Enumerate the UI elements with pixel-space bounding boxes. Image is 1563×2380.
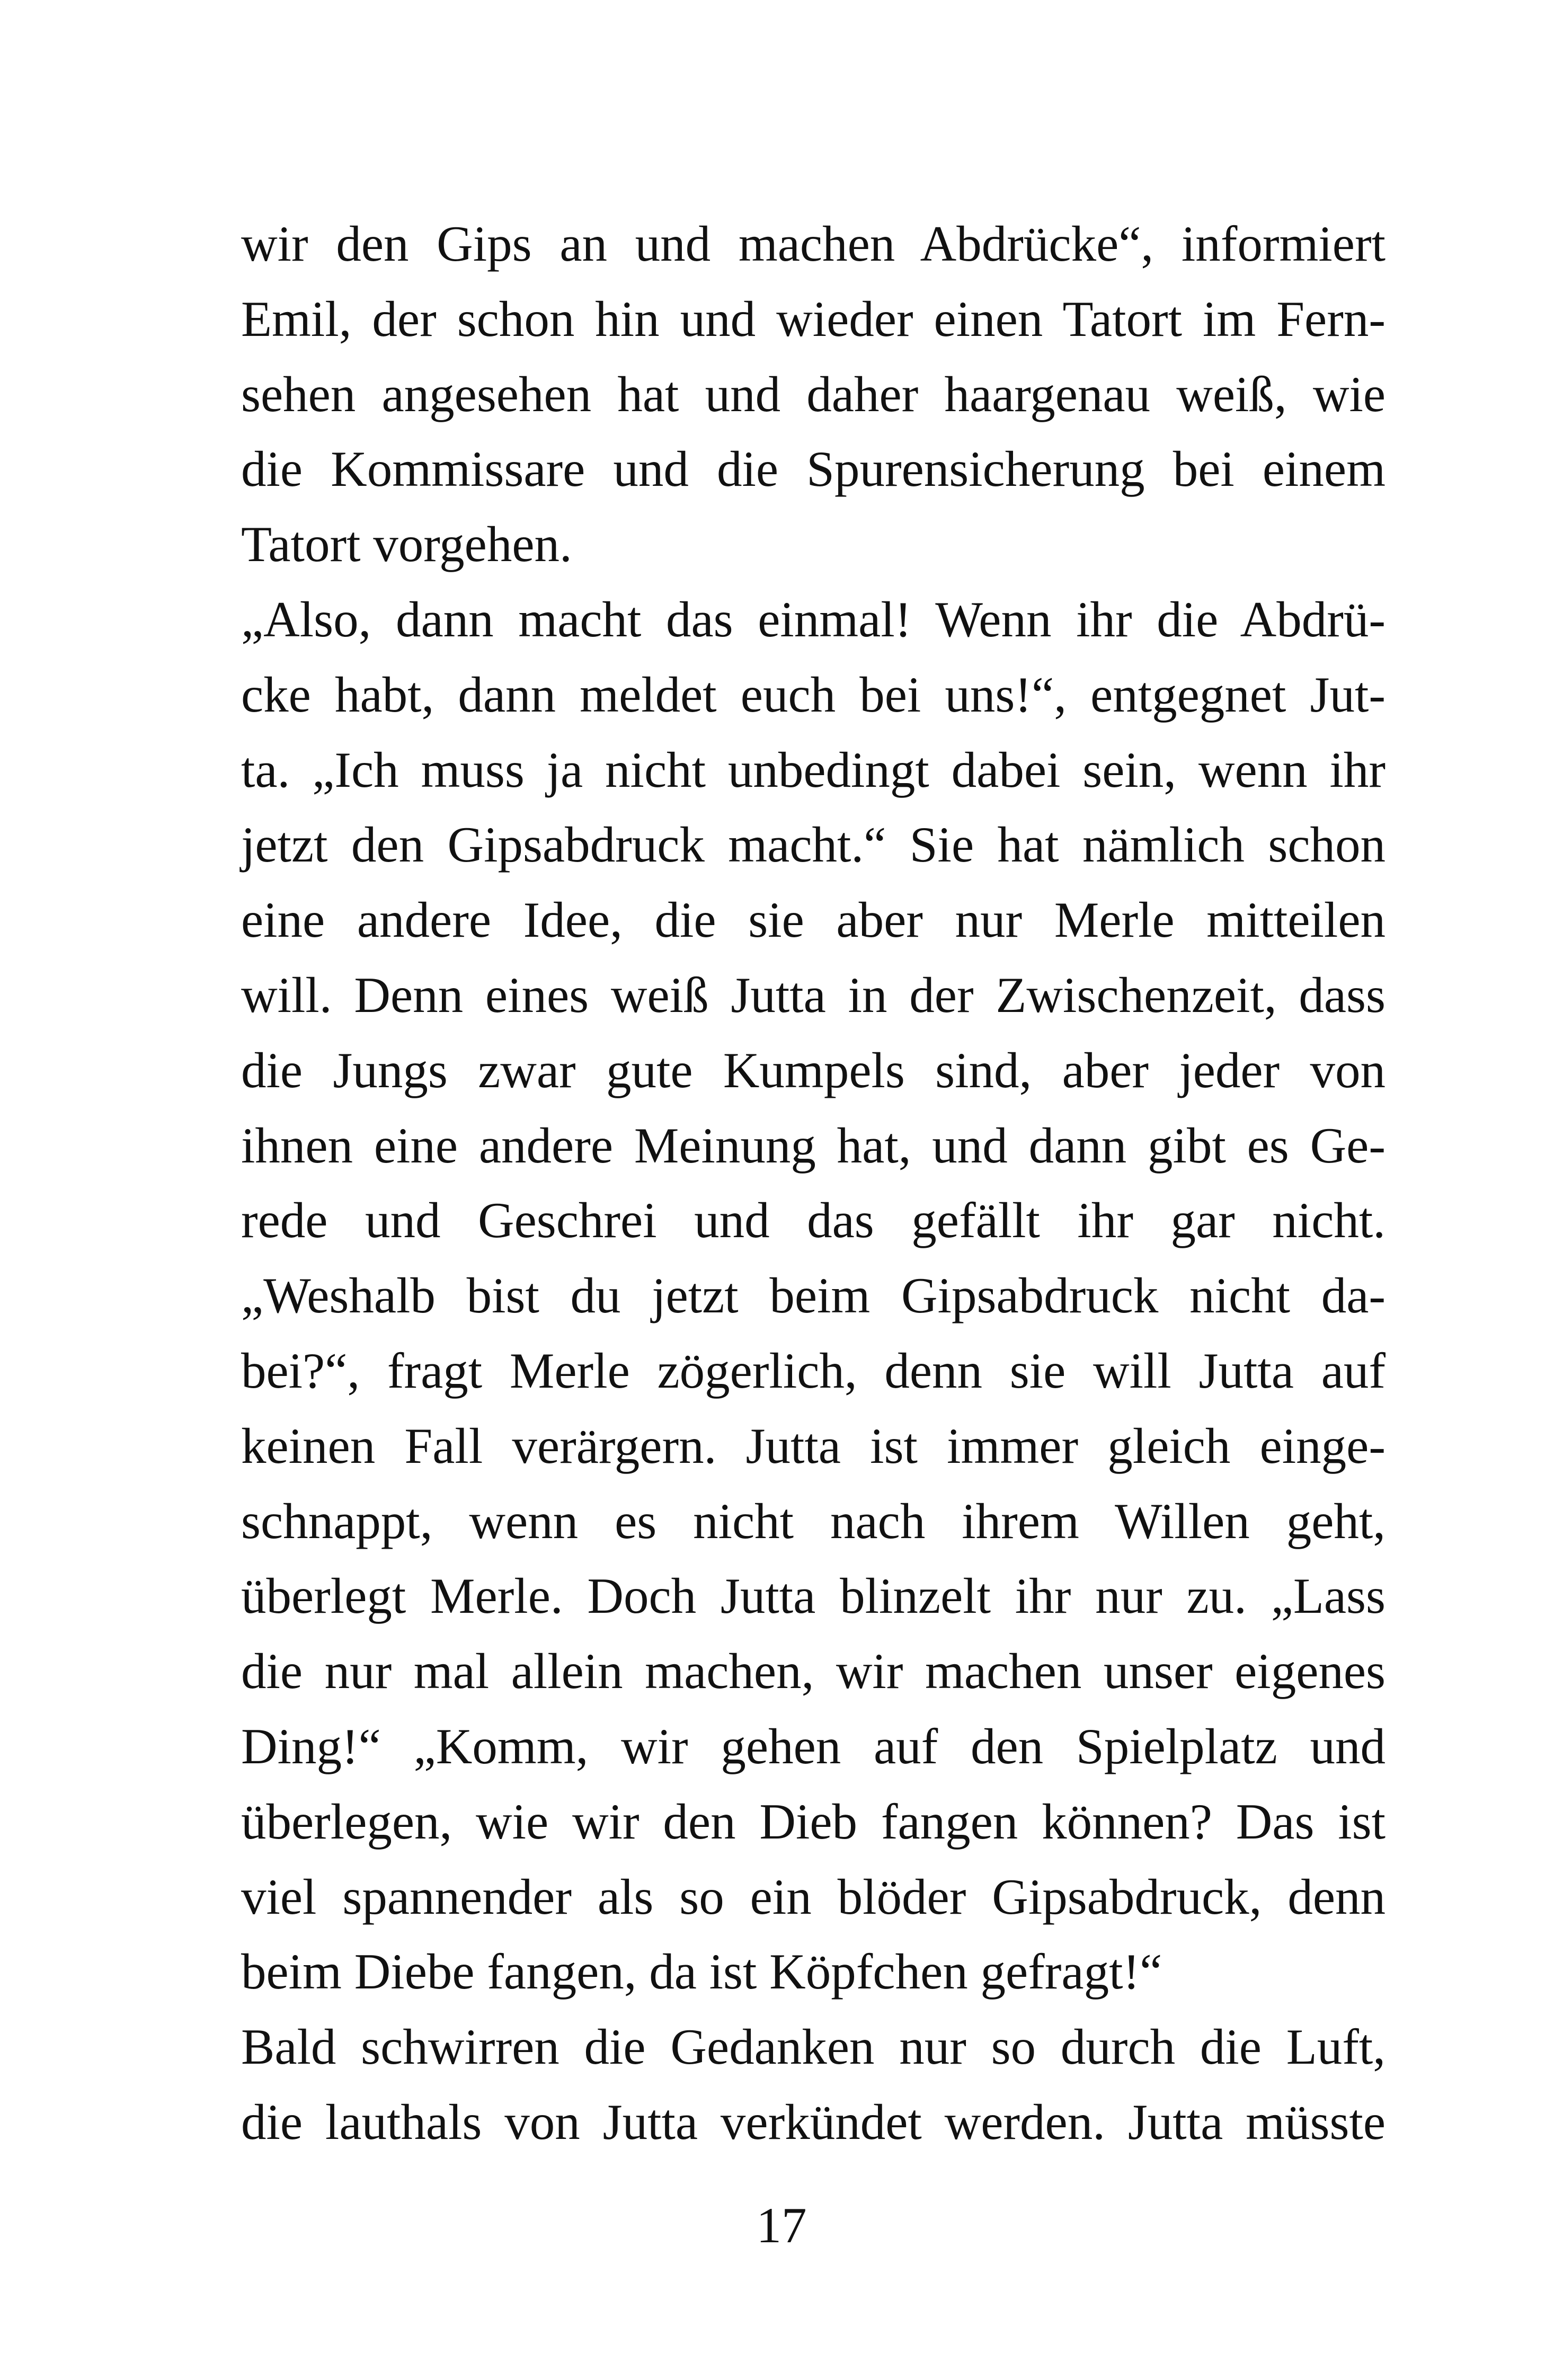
text-line: viel spannender als so ein blöder Gipsabdruck, denn (241, 1868, 1386, 1925)
text-line: die Jungs zwar gute Kumpels sind, aber jeder von (241, 1042, 1386, 1098)
text-line: Bald schwirren die Gedanken nur so durch die Luft, (241, 2019, 1386, 2075)
text-line: bei?“, fragt Merle zögerlich, denn sie will Jutta auf (241, 1342, 1386, 1399)
text-line: eine andere Idee, die sie aber nur Merle mitteilen (241, 892, 1386, 948)
text-line: beim Diebe fangen, da ist Köpfchen gefragt!“ (241, 1943, 1162, 2000)
text-line: überlegt Merle. Doch Jutta blinzelt ihr nur zu. „Lass (241, 1568, 1386, 1624)
text-line: cke habt, dann meldet euch bei uns!“, entgegnet Jut- (241, 666, 1386, 723)
text-line: ta. „Ich muss ja nicht unbedingt dabei sein, wenn ihr (241, 741, 1386, 798)
text-line: schnappt, wenn es nicht nach ihrem Willen geht, (241, 1493, 1386, 1549)
text-line: Ding!“ „Komm, wir gehen auf den Spielplatz und (241, 1718, 1386, 1774)
text-line: jetzt den Gipsabdruck macht.“ Sie hat nämlich schon (241, 816, 1386, 873)
text-line: die nur mal allein machen, wir machen unser eigenes (241, 1643, 1386, 1700)
text-line: sehen angesehen hat und daher haargenau weiß, wie (241, 366, 1386, 422)
text-line: keinen Fall verärgern. Jutta ist immer gleich einge- (241, 1417, 1386, 1474)
text-line: „Weshalb bist du jetzt beim Gipsabdruck nicht da- (241, 1267, 1386, 1324)
text-line: „Also, dann macht das einmal! Wenn ihr die Abdrü- (241, 591, 1386, 647)
text-line: wir den Gips an und machen Abdrücke“, informiert (241, 216, 1386, 272)
body-text (241, 207, 1386, 2160)
text-line: will. Denn eines weiß Jutta in der Zwischenzeit, dass (241, 966, 1386, 1023)
text-line: rede und Geschrei und das gefällt ihr gar nicht. (241, 1192, 1386, 1249)
text-line: überlegen, wie wir den Dieb fangen können? Das ist (241, 1793, 1386, 1850)
text-line: ihnen eine andere Meinung hat, und dann gibt es Ge- (241, 1117, 1386, 1174)
text-line: Emil, der schon hin und wieder einen Tatort im Fern- (241, 290, 1386, 347)
text-line: die Kommissare und die Spurensicherung bei einem (241, 441, 1386, 498)
page-number: 17 (756, 2197, 807, 2253)
text-line: Tatort vorgehen. (241, 516, 572, 573)
text-line: die lauthals von Jutta verkündet werden. Jutta müsste (241, 2093, 1386, 2150)
